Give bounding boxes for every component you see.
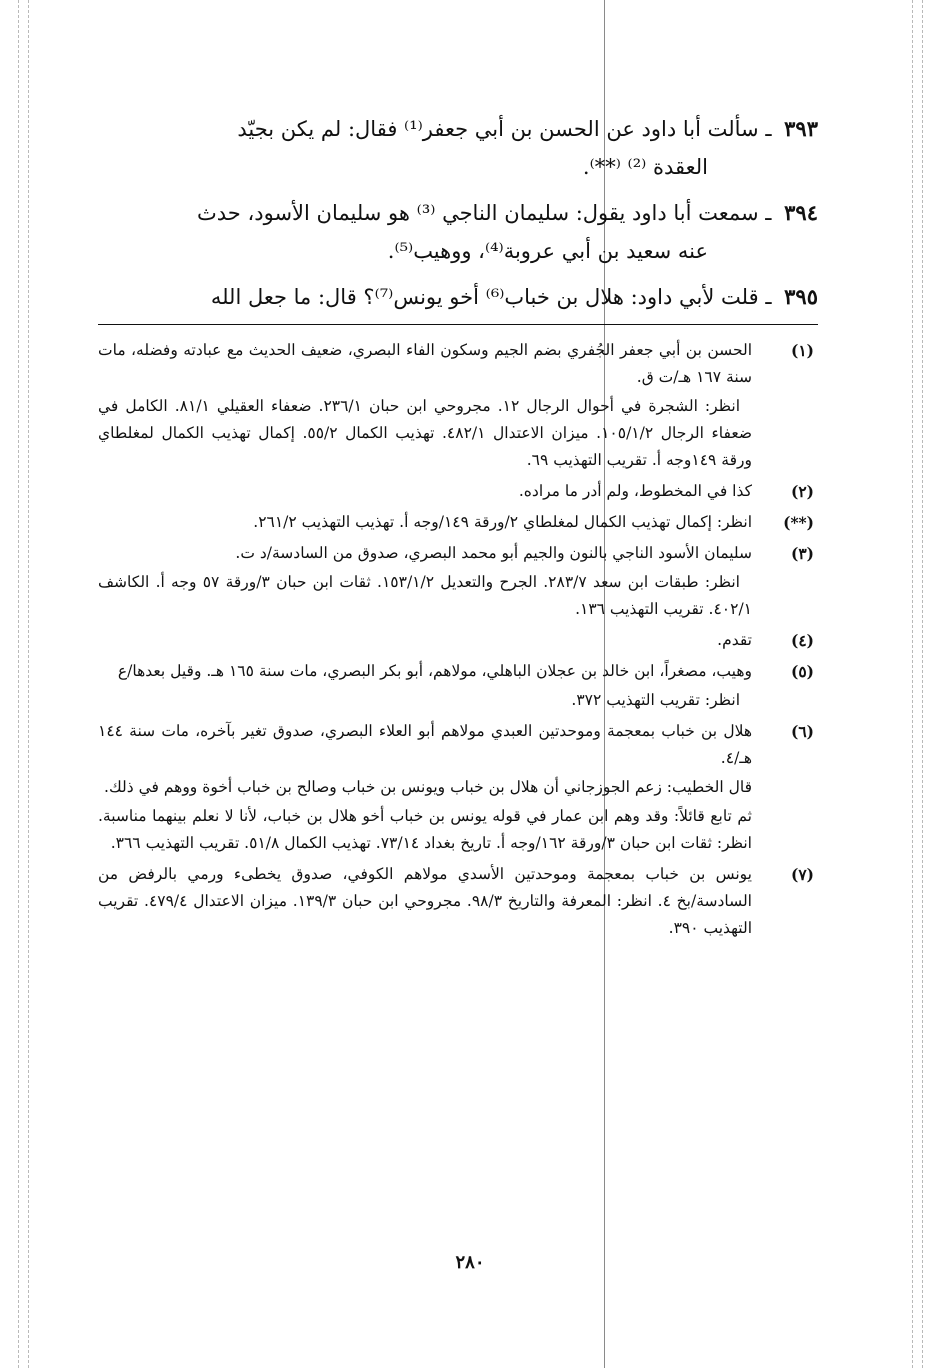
footnote-text: يونس بن خباب بمعجمة وموحدتين الأسدي مولاهم الكوفي، صدوق يخطىء ورمي بالرفض من السادسة/بخ ٤. انظر: المعرفة والتاريخ ٩٨/٣. مجروحي ابن حبان ١٣٩/٣. ميزان الاعتدال ٤٧٩/٤. تقريب التهذيب ٣٩٠. bbox=[98, 865, 752, 937]
entry-continuation: عنه سعيد بن أبي عروبة⁽⁴⁾، ووهيب⁽⁵⁾. bbox=[387, 239, 708, 263]
footnote-7 bbox=[98, 861, 818, 942]
entry-395 bbox=[98, 278, 818, 316]
footnote-5 bbox=[98, 658, 818, 714]
scan-margin-line-left bbox=[18, 0, 19, 1368]
footnote-text: سليمان الأسود الناجي بالنون والجيم أبو محمد البصري، صدوق من السادسة/د ت. bbox=[235, 544, 752, 562]
footnote-number: (٧) bbox=[790, 865, 814, 884]
entry-number: ٣٩٣ bbox=[784, 116, 818, 141]
document-page bbox=[98, 110, 818, 946]
footnote-text: انظر: إكمال تهذيب الكمال لمغلطاي ٢/ورقة ١٤٩/وجه أ. تهذيب التهذيب ٢٦١/٢. bbox=[253, 513, 752, 531]
footnote-number: (٦) bbox=[790, 722, 814, 741]
footnote-double-star bbox=[98, 509, 818, 536]
page-number: ٢٨٠ bbox=[455, 1252, 485, 1273]
entry-text: ـ سألت أبا داود عن الحسن بن أبي جعفر⁽¹⁾ فقال: لم يكن بجيّد bbox=[237, 117, 772, 141]
footnote-3 bbox=[98, 540, 818, 623]
footnotes bbox=[98, 337, 818, 942]
footnote-number: (١) bbox=[790, 341, 814, 360]
entry-continuation: العقدة ⁽²⁾ ⁽**⁾. bbox=[582, 155, 708, 179]
scan-margin-line-left-inner bbox=[28, 0, 29, 1368]
footnote-separator bbox=[98, 324, 818, 325]
footnote-text: هلال بن خباب بمعجمة وموحدتين العبدي مولاهم أبو العلاء البصري، صدوق تغير بآخره، مات سنة ١٤٤ هـ/٤. bbox=[98, 722, 752, 767]
footnote-text: انظر: طبقات ابن سعد ٢٨٣/٧. الجرح والتعديل ١٥٣/١/٢. ثقات ابن حبان ٣/ورقة ٥٧ وجه أ. الكاشف ٤٠٢/١. تقريب التهذيب ١٣٦. bbox=[98, 573, 752, 618]
footnote-text: وهيب، مصغراً، ابن خالد بن عجلان الباهلي، مولاهم، أبو بكر البصري، مات سنة ١٦٥ هـ. وقيل بعدها/ع bbox=[117, 662, 752, 680]
footnote-text: انظر: الشجرة في أحوال الرجال ١٢. مجروحي ابن حبان ٢٣٦/١. ضعفاء العقيلي ٨١/١. الكامل في ضعفاء الرجال ١٠٥/١/٢. ميزان الاعتدال ٤٨٢/١. تهذيب الكمال ٥٥/٢. إكمال تهذيب الكمال لمغلطاي ورقة ١٤٩وجه أ. تقريب التهذيب ٦٩. bbox=[98, 397, 752, 469]
footnote-number: (٥) bbox=[790, 662, 814, 681]
entry-394 bbox=[98, 194, 818, 270]
scan-margin-line-right bbox=[922, 0, 923, 1368]
footnote-number: (٤) bbox=[790, 631, 814, 650]
footnote-text: انظر: تقريب التهذيب ٣٧٢. bbox=[571, 691, 740, 709]
scan-margin-line-right-inner bbox=[912, 0, 913, 1368]
footnote-number: (٣) bbox=[790, 544, 814, 563]
footnote-text: الحسن بن أبي جعفر الجُفري بضم الجيم وسكون الفاء البصري، ضعيف الحديث مع عبادته وفضله، مات سنة ١٦٧ هـ/ت ق. bbox=[98, 341, 752, 386]
footnote-text: ثم تابع قائلاً: وقد وهم ابن عمار في قوله يونس بن خباب أخو هلال بن خباب، لأنا لا نعلم بينهما مناسبة. انظر: ثقات ابن حبان ٣/ورقة ١٦٢/وجه أ. تاريخ بغداد ٧٣/١٤. تهذيب الكمال ٥١/٨. تقريب التهذيب ٣٦٦. bbox=[98, 807, 752, 852]
footnote-4 bbox=[98, 627, 818, 654]
footnote-number: (٢) bbox=[790, 482, 814, 501]
entry-number: ٣٩٥ bbox=[784, 284, 818, 309]
main-text bbox=[98, 110, 818, 316]
footnote-1 bbox=[98, 337, 818, 474]
entry-text: ـ قلت لأبي داود: هلال بن خباب⁽⁶⁾ أخو يونس⁽⁷⁾؟ قال: ما جعل الله bbox=[210, 285, 772, 309]
footnote-text: تقدم. bbox=[717, 631, 752, 649]
entry-text: ـ سمعت أبا داود يقول: سليمان الناجي ⁽³⁾ هو سليمان الأسود، حدث bbox=[197, 201, 772, 225]
entry-number: ٣٩٤ bbox=[784, 200, 818, 225]
footnote-2 bbox=[98, 478, 818, 505]
footnote-6 bbox=[98, 718, 818, 857]
entry-393 bbox=[98, 110, 818, 186]
footnote-text: قال الخطيب: زعم الجوزجاني أن هلال بن خباب ويونس بن خباب وصالح بن خباب أخوة ووهم في ذلك. bbox=[104, 778, 752, 796]
footnote-text: كذا في المخطوط، ولم أدر ما مراده. bbox=[518, 482, 752, 500]
footnote-number: (**) bbox=[783, 513, 814, 532]
